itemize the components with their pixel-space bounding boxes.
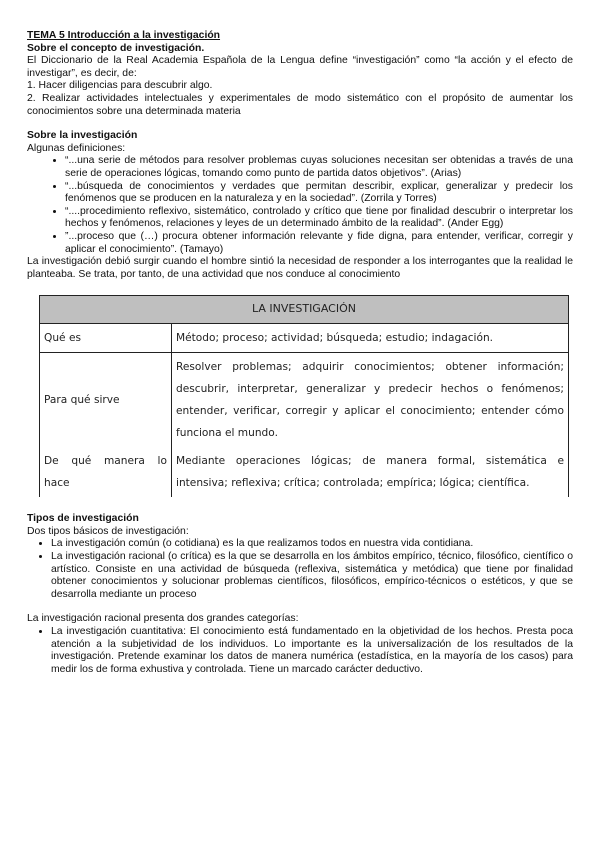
- table-row-label: Qué es: [40, 324, 172, 353]
- tipos-list: [27, 538, 573, 601]
- section-heading-investigacion: Sobre la investigación: [27, 130, 138, 142]
- table-row-label: De qué manera lo hace: [40, 447, 172, 497]
- list-item: • “...búsqueda de conocimientos y verdades que permitan describir, explicar, generalizar y predecir los fenómenos que se producen en la naturaleza y en la sociedad”. (Zorrila y Torres): [65, 181, 573, 206]
- list-item: • “....procedimiento reflexivo, sistemático, controlado y crítico que tiene por finalidad descubrir o interpretar los hechos y fenómenos, relaciones y leyes de un determinado ámbito de la realidad”. (Ander Egg): [65, 206, 573, 231]
- table-row-label: Para qué sirve: [40, 353, 172, 448]
- list-item: • La investigación común (o cotidiana) es la que realizamos todos en nuestra vida contidiana.: [51, 538, 573, 551]
- document-page: [27, 30, 573, 676]
- table-row: [40, 324, 569, 353]
- numbered-item: 1. Hacer diligencias para descubrir algo.: [27, 80, 213, 92]
- section-heading-tipos: Tipos de investigación: [27, 513, 139, 525]
- numbered-item: 2. Realizar actividades intelectuales y experimentales de modo sistemático con el propósito de aumentar los conocimientos sobre una determinada materia: [27, 92, 573, 117]
- definitions-lead: Algunas definiciones:: [27, 142, 126, 154]
- table-row-value: Resolver problemas; adquirir conocimientos; obtener información; descubrir, interpretar, generalizar y predecir hechos o fenómenos; entender, verificar, corregir y aplicar el conocimiento; entender cómo funciona el mundo.: [172, 353, 569, 448]
- paragraph-closing: La investigación debió surgir cuando el hombre sintió la necesidad de responder a los interrogantes que la realidad le planteaba. Se trata, por tanto, de una actividad que nos conduce al conocimiento: [27, 256, 573, 280]
- list-item: • La investigación racional (o crítica) es la que se desarrolla en los ámbitos empírico, técnico, filosófico, científico o artístico. Consiste en una actividad de búsqueda (reflexiva, sistemática y metódica) que tiene por finalidad obtener conocimientos y solucionar problemas científicos, filosóficos, empírico-técnicos o estéticos, y que se desarrolla mediante un proceso: [51, 551, 573, 601]
- categorias-lead: La investigación racional presenta dos grandes categorías:: [27, 613, 299, 625]
- list-item: • La investigación cuantitativa: El conocimiento está fundamentado en la objetividad de los hechos. Presta poca atención a la subjetividad de los individuos. Lo importante es la universalización de los resultados de la investigación. Pretende examinar los datos de manera numérica (estadística, en la mayoría de los casos) para medir los de forma exhustiva y controlada. Tiene un marcado carácter deductivo.: [51, 626, 573, 676]
- categorias-list: [27, 626, 573, 676]
- table-row-value: Método; proceso; actividad; búsqueda; estudio; indagación.: [172, 324, 569, 353]
- table-row-value: Mediante operaciones lógicas; de manera formal, sistemática e intensiva; reflexiva; crítica; controlada; empírica; lógica; científica.: [172, 447, 569, 497]
- table-header-row: [40, 296, 569, 324]
- table-row: [40, 353, 569, 448]
- document-title: TEMA 5 Introducción a la investigación: [27, 30, 221, 41]
- list-item: • ”...proceso que (…) procura obtener información relevante y fide digna, para entender, verificar, corregir y aplicar el conocimiento”. (Tamayo): [65, 231, 573, 256]
- table-header: LA INVESTIGACIÓN: [40, 296, 569, 324]
- tipos-lead: Dos tipos básicos de investigación:: [27, 525, 189, 537]
- paragraph-intro: El Diccionario de la Real Academia Española de la Lengua define “investigación” como “la acción y el efecto de investigar”, es decir, de:: [27, 55, 573, 79]
- section-heading-concepto: Sobre el concepto de investigación.: [27, 42, 205, 54]
- list-item: • “...una serie de métodos para resolver problemas cuyas soluciones necesitan ser obtenidas a través de una serie de operaciones lógicas, tomando como punto de partida datos objetivos”. (Arias): [65, 155, 573, 180]
- table-row: [40, 447, 569, 497]
- definitions-list: [27, 155, 573, 256]
- investigacion-table: [39, 295, 569, 497]
